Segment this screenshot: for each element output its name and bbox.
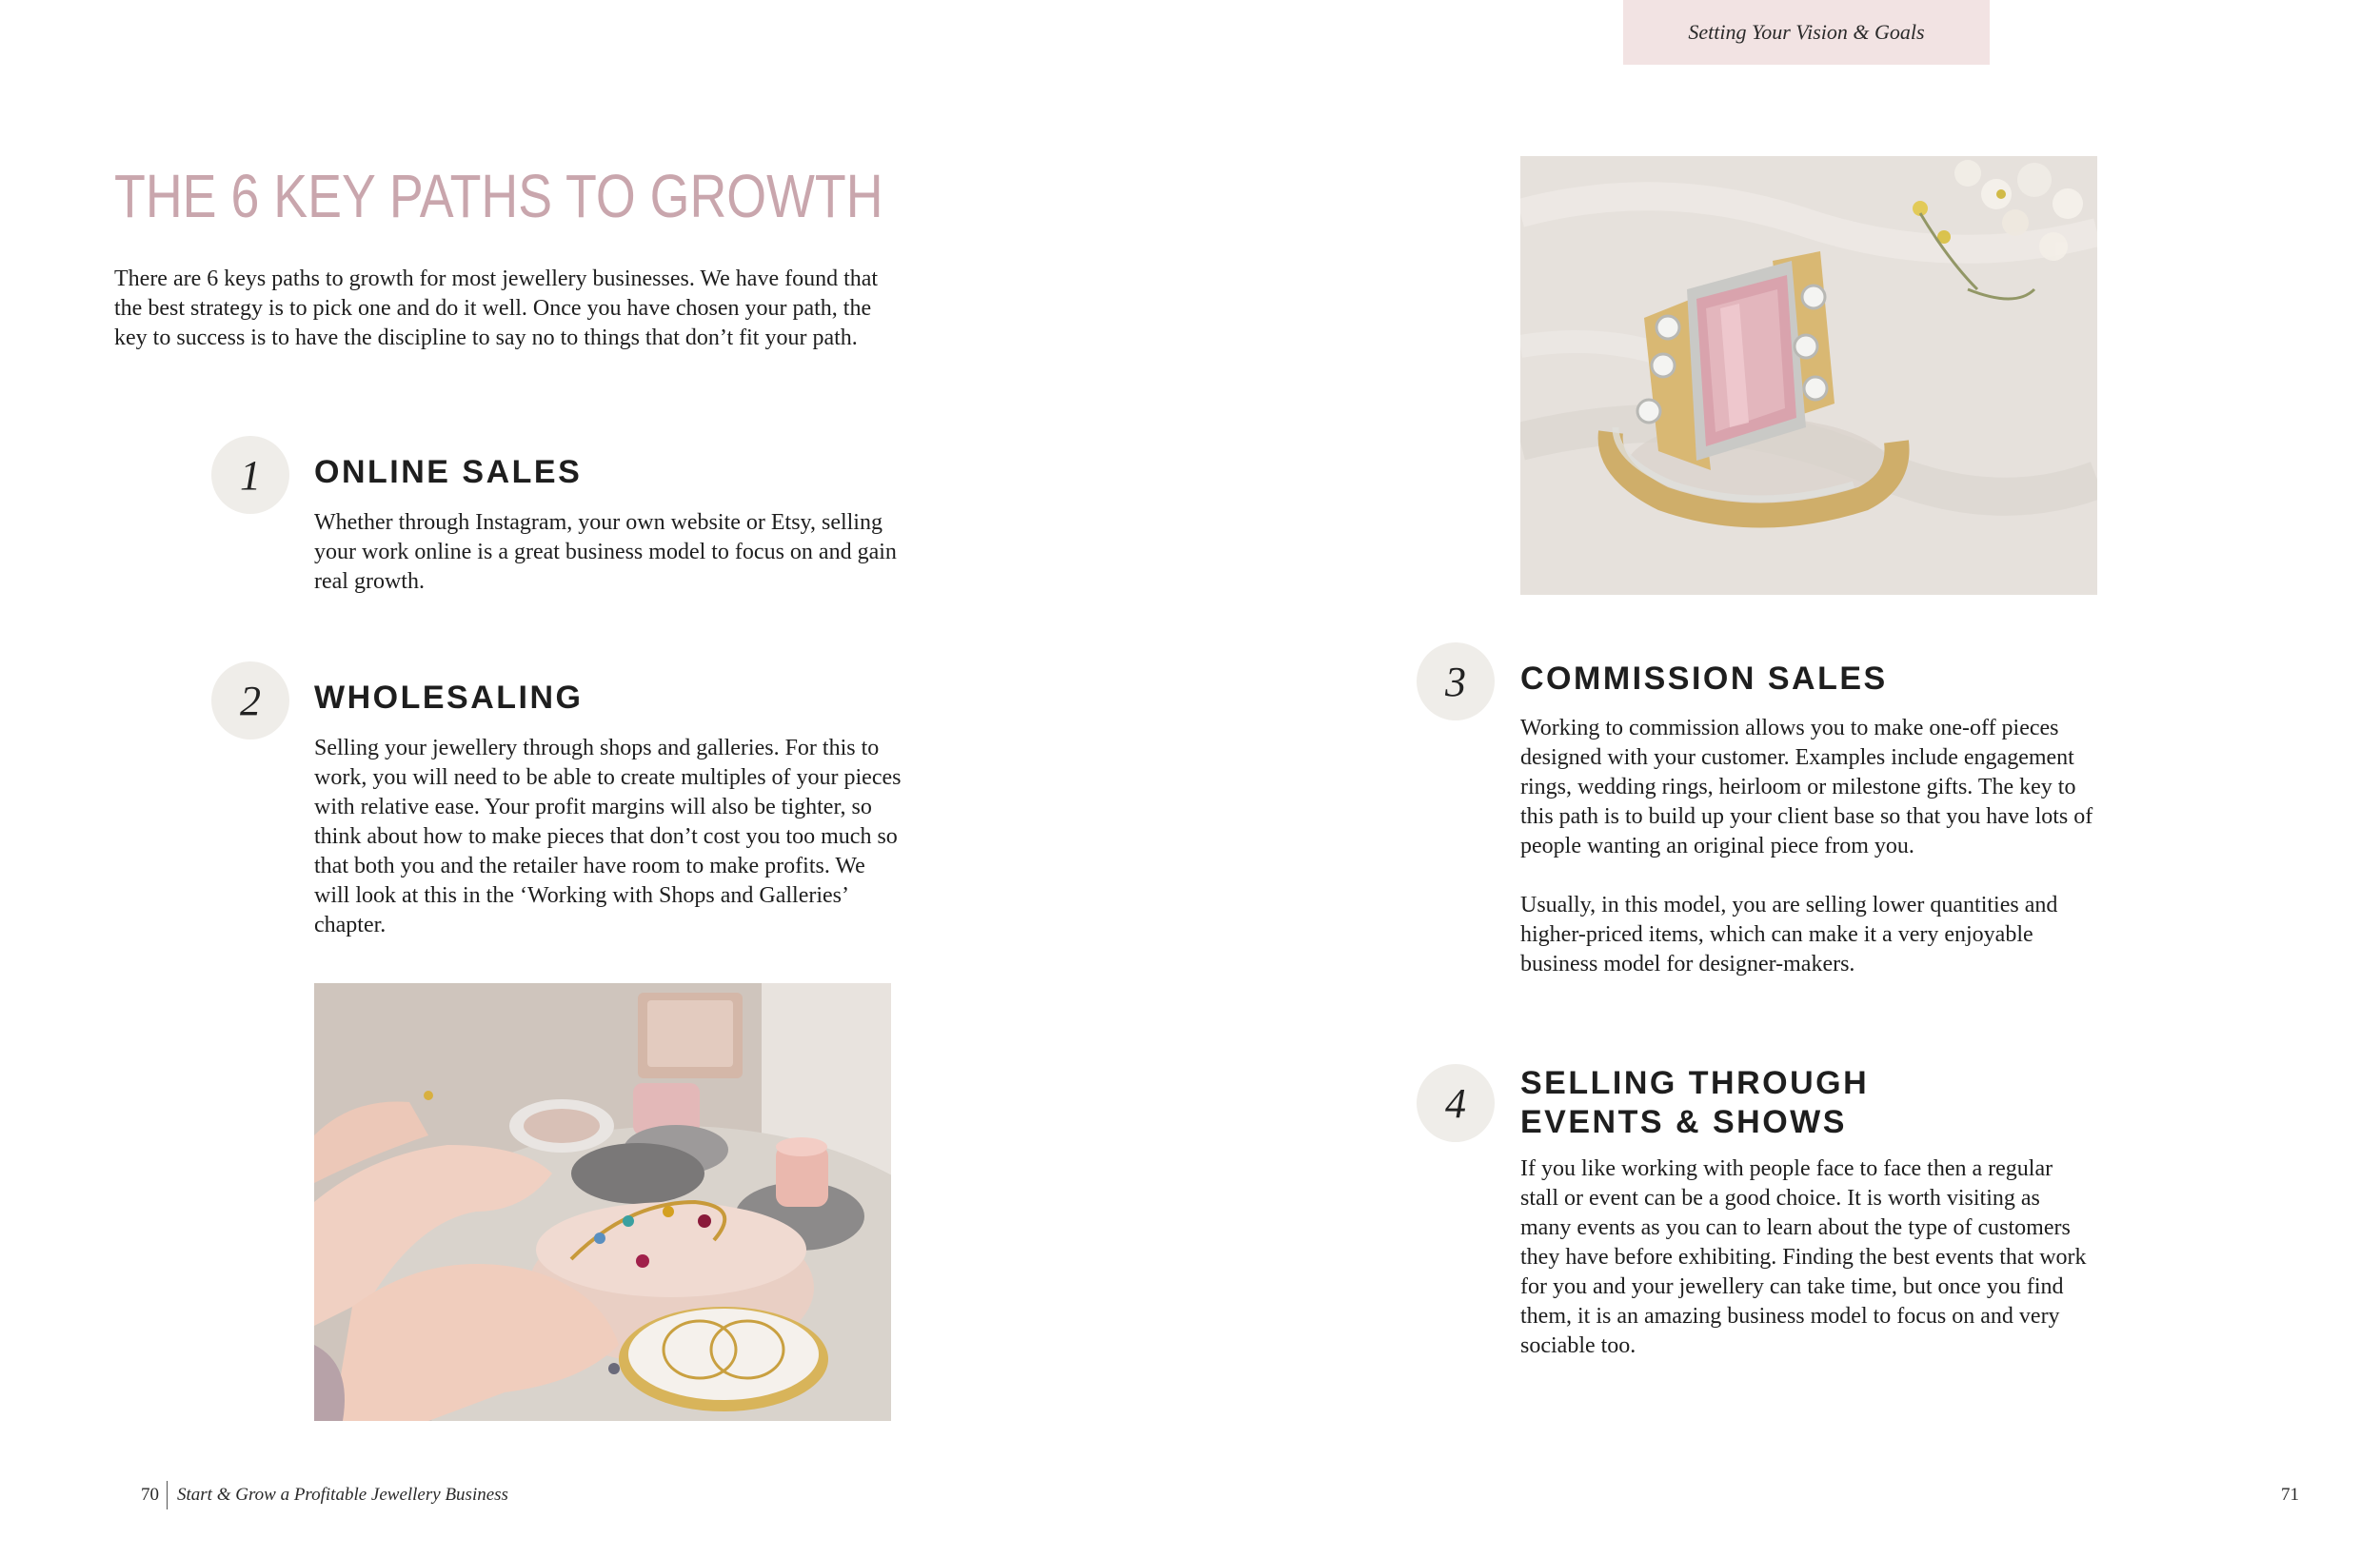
path-heading-line: EVENTS & SHOWS: [1520, 1104, 1847, 1140]
ring-photo: [1520, 156, 2097, 595]
path-heading-line: ONLINE SALES: [314, 454, 583, 490]
path-paragraph: Whether through Instagram, your own website or Etsy, selling your work online is a great business model to focus on and gain real growth.: [314, 510, 897, 594]
path-heading-wholesaling: [314, 679, 583, 718]
book-title: Start & Grow a Profitable Jewellery Business: [177, 1485, 508, 1505]
path-heading-line: WHOLESALING: [314, 680, 584, 716]
path-number-badge: 1: [211, 436, 289, 514]
jewellery-display-illustration: [314, 983, 891, 1421]
path-heading-line: SELLING THROUGH: [1520, 1065, 1870, 1101]
footer-divider: [167, 1481, 168, 1509]
path-number-badge: 2: [211, 661, 289, 740]
left-page-number: 70: [141, 1485, 159, 1505]
path-number-badge: 3: [1417, 642, 1495, 720]
path-heading-line: COMMISSION SALES: [1520, 661, 1888, 697]
path-body-commission-sales: [1520, 714, 2096, 979]
intro-paragraph: There are 6 keys paths to growth for most jewellery businesses. We have found that the best strategy is to pick one and do it well. Once you have chosen your path, the key to success is to have the discipline to say no to things that don’t fit your path.: [114, 266, 879, 350]
left-page-footer: [141, 1481, 508, 1509]
path-paragraph: Selling your jewellery through shops and galleries. For this to work, you will need to be able to create multiples of your pieces with relative ease. Your profit margins will also be tighter, so think about how to make pieces that don’t cost you too much so that both you and the retailer have room to make profits. We will look at this in the ‘Working with Shops and Galleries’ chapter.: [314, 736, 902, 937]
path-heading-commission-sales: [1520, 660, 1888, 699]
path-body-events-shows: [1520, 1154, 2096, 1361]
path-paragraph: Usually, in this model, you are selling lower quantities and higher-priced items, which can make it a very enjoyable business model for designer-makers.: [1520, 893, 2058, 976]
path-number-badge: 4: [1417, 1064, 1495, 1142]
jewellery-display-photo: [314, 983, 891, 1421]
right-page-number: 71: [2281, 1485, 2299, 1505]
page-title: THE 6 KEY PATHS TO GROWTH: [114, 162, 883, 230]
ring-illustration: [1520, 156, 2097, 595]
path-paragraph: Working to commission allows you to make one-off pieces designed with your customer. Examples include engagement rings, wedding rings, heirloom or milestone gifts. The key to this path is to build up your client base so that you have lots of people wanting an original piece from you.: [1520, 716, 2093, 858]
path-body-online-sales: [314, 508, 900, 597]
path-heading-events-shows: [1520, 1064, 1869, 1142]
path-paragraph: If you like working with people face to face then a regular stall or event can be a good choice. It is worth visiting as many events as you can to learn about the type of customers they have before exhibiting. Finding the best events that work for you and your jewellery can take time, but once you find them, it is an amazing business model to focus on and very sociable too.: [1520, 1156, 2087, 1358]
chapter-tab: Setting Your Vision & Goals: [1623, 0, 1990, 65]
path-heading-online-sales: [314, 453, 582, 492]
path-body-wholesaling: [314, 734, 906, 940]
